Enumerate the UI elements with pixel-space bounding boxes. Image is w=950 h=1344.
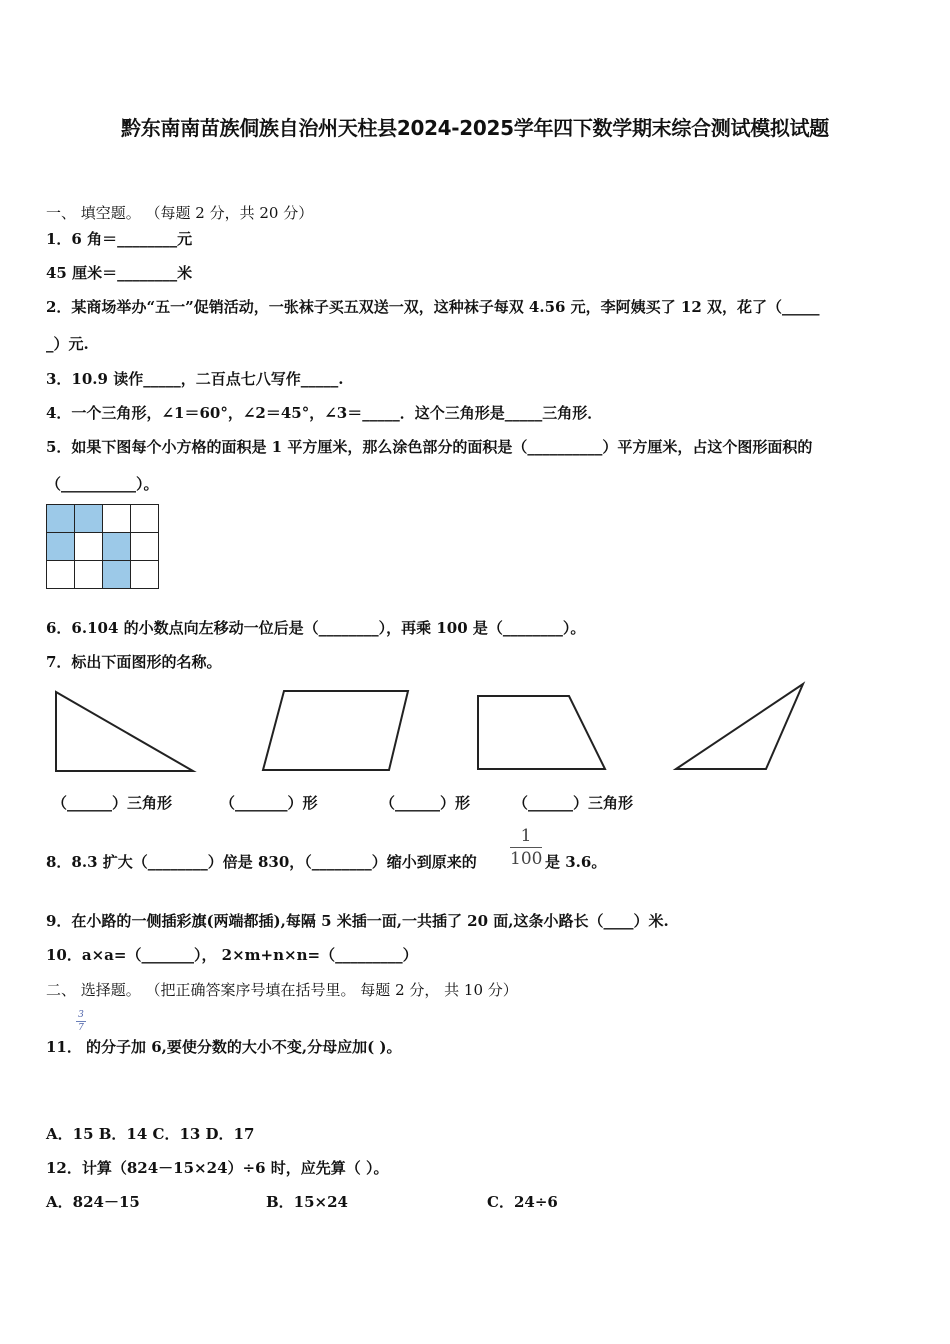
fraction-three-sevenths xyxy=(76,1010,86,1033)
grid-cell-shaded xyxy=(103,561,131,589)
question-8-tail: 是 3.6。 xyxy=(545,853,607,871)
parallelogram-shape xyxy=(263,691,408,770)
question-2-line2: _）元. xyxy=(46,335,89,353)
grid-cell xyxy=(131,561,159,589)
question-12: 12．计算（824－15×24）÷6 时，应先算（ ）。 xyxy=(46,1159,389,1177)
grid-cell xyxy=(75,561,103,589)
fraction-denominator: 7 xyxy=(78,1023,84,1033)
question-12-option-a: A．824－15 xyxy=(46,1193,140,1211)
right-triangle-shape xyxy=(56,692,193,771)
question-6: 6．6.104 的小数点向左移动一位后是（________），再乘 100 是（________）。 xyxy=(46,619,586,637)
question-10: 10．a×a=（_______）， 2×m+n×n=（_________） xyxy=(46,946,418,964)
fraction-denominator: 100 xyxy=(510,849,543,869)
question-3: 3．10.9 读作_____，二百点七八写作_____. xyxy=(46,370,344,388)
question-1a: 1．6 角＝________元 xyxy=(46,230,193,248)
question-5-line2: （__________）。 xyxy=(46,475,159,493)
shapes-figure xyxy=(0,676,950,786)
question-8-text: 8．8.3 扩大（________）倍是 830，（________）缩小到原来的 xyxy=(46,853,477,871)
section-2-heading: 二、 选择题。 （把正确答案序号填在括号里。 每题 2 分， 共 10 分） xyxy=(46,981,518,999)
page-title: 黔东南南苗族侗族自治州天柱县2024-2025学年四下数学期末综合测试模拟试题 xyxy=(121,116,829,140)
grid-cell-shaded xyxy=(47,533,75,561)
section-1-heading: 一、 填空题。 （每题 2 分，共 20 分） xyxy=(46,204,314,222)
grid-cell xyxy=(131,533,159,561)
question-2-line1: 2．某商场举办“五一”促销活动，一张袜子买五双送一双，这种袜子每双 4.56 元，李阿姨买了 12 双，花了（_____ xyxy=(46,298,820,316)
fraction-numerator: 3 xyxy=(78,1010,84,1020)
shape-label-4: （______）三角形 xyxy=(513,794,634,812)
trapezoid-shape xyxy=(478,696,605,769)
grid-cell xyxy=(131,505,159,533)
question-4: 4．一个三角形，∠1＝60°，∠2＝45°，∠3＝_____．这个三角形是_____三角形． xyxy=(46,404,603,422)
fraction-numerator: 1 xyxy=(520,826,532,846)
grid-cell xyxy=(47,561,75,589)
grid-cell xyxy=(75,533,103,561)
fraction-bar xyxy=(76,1021,86,1022)
grid-cell-shaded xyxy=(75,505,103,533)
grid-cell-shaded xyxy=(103,533,131,561)
question-1b: 45 厘米＝________米 xyxy=(46,264,193,282)
question-11-number: 11． xyxy=(46,1038,82,1056)
fraction-bar xyxy=(510,847,542,848)
question-12-option-b: B．15×24 xyxy=(266,1193,348,1211)
question-12-option-c: C．24÷6 xyxy=(487,1193,558,1211)
question-9: 9．在小路的一侧插彩旗(两端都插),每隔 5 米插一面,一共插了 20 面,这条小路长（____）米. xyxy=(46,912,669,930)
question-11-text: 的分子加 6,要使分数的大小不变,分母应加( )。 xyxy=(86,1038,402,1056)
fraction-one-hundredth xyxy=(510,826,542,869)
grid-cell-shaded xyxy=(47,505,75,533)
grid-cell xyxy=(103,505,131,533)
shape-label-1: （______）三角形 xyxy=(52,794,173,812)
question-5-line1: 5．如果下图每个小方格的面积是 1 平方厘米，那么涂色部分的面积是（__________）平方厘米，占这个图形面积的 xyxy=(46,438,813,456)
question-11-options: A．15 B．14 C．13 D．17 xyxy=(46,1125,255,1143)
shape-label-2: （_______）形 xyxy=(220,794,318,812)
question-7: 7．标出下面图形的名称。 xyxy=(46,653,222,671)
shape-label-3: （______）形 xyxy=(380,794,471,812)
square-grid-figure xyxy=(46,504,159,589)
obtuse-triangle-shape xyxy=(676,684,803,769)
